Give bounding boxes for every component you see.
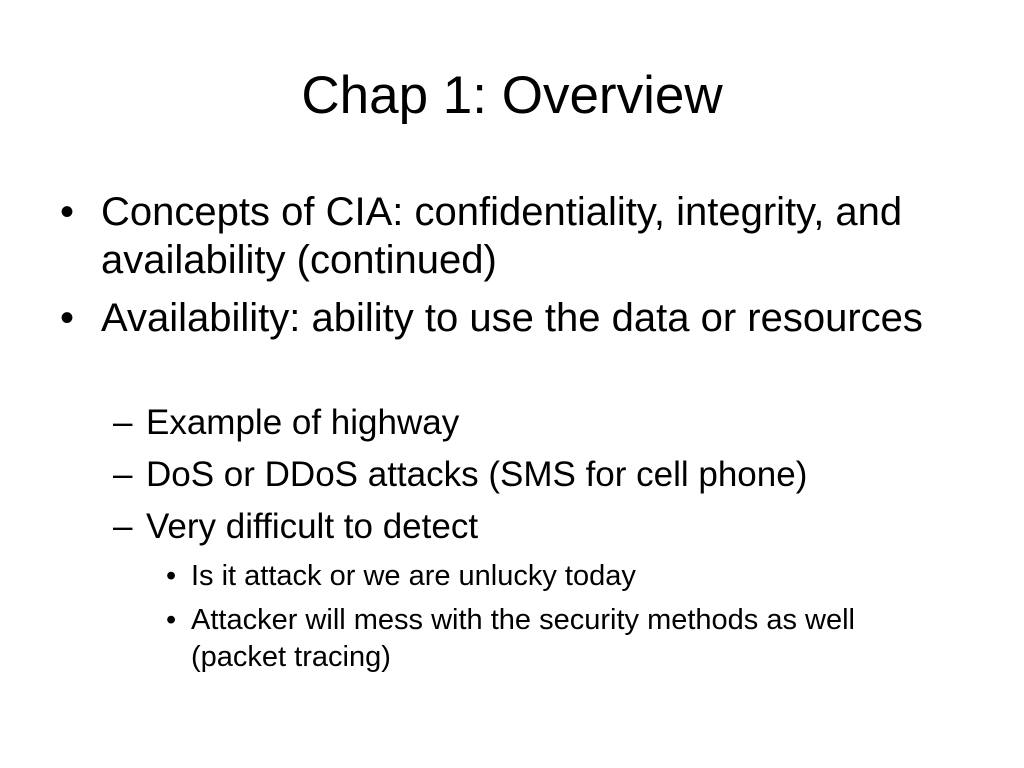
sub-bullet-text: Very difficult to detect	[146, 507, 479, 546]
bullet-text: Concepts of CIA: confidentiality, integrity, and availability (continued)	[101, 190, 903, 282]
slide-title: Chap 1: Overview	[301, 66, 723, 125]
dash-icon: –	[113, 455, 133, 494]
bullet-icon: •	[60, 190, 75, 234]
sub-bullet-item-dos	[113, 454, 933, 496]
bullet-icon: •	[60, 296, 75, 340]
sub-bullet-item-detect	[113, 506, 933, 548]
sub-bullet-text: DoS or DDoS attacks (SMS for cell phone)	[146, 455, 808, 494]
bullet-item-cia-concepts	[60, 188, 960, 284]
dash-icon: –	[113, 403, 133, 442]
sub-sub-bullet-text: Is it attack or we are unlucky today	[191, 560, 636, 592]
dash-icon: –	[113, 507, 133, 546]
sub-bullet-item-highway	[113, 402, 933, 444]
bullet-icon: •	[166, 604, 177, 636]
sub-sub-bullet-item-attacker	[166, 602, 926, 676]
sub-sub-bullet-text: Attacker will mess with the security methods as well (packet tracing)	[191, 604, 855, 673]
bullet-item-availability	[60, 294, 960, 342]
bullet-icon: •	[166, 560, 177, 592]
bullet-text: Availability: ability to use the data or resources	[101, 296, 923, 340]
sub-sub-bullet-item-unlucky	[166, 558, 926, 595]
sub-bullet-text: Example of highway	[146, 403, 460, 442]
